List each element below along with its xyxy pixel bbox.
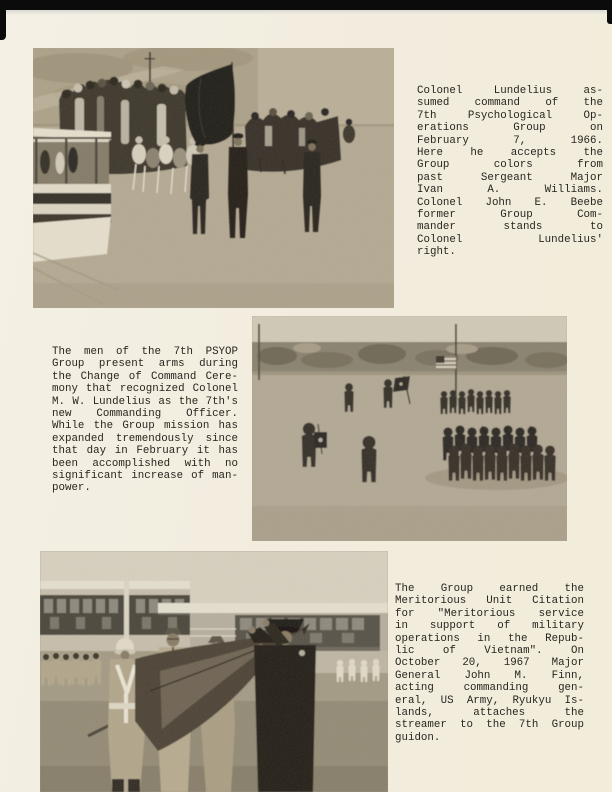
caption-line: erations Group on	[417, 122, 603, 135]
caption-line: Group colors from	[417, 159, 603, 172]
caption-line: past Sergeant Major	[417, 171, 603, 184]
caption-line: mony that recognized Colonel	[52, 383, 238, 396]
caption-line: in support of military	[395, 620, 584, 633]
caption-line: While the Group mission has	[52, 420, 238, 433]
caption-lundelius-assumes-command	[417, 85, 603, 259]
caption-line: right.	[417, 246, 456, 259]
caption-line: streamer to the 7th Group	[395, 719, 584, 732]
caption-line: been accomplished with no	[52, 457, 238, 470]
caption-line: acting commanding gen-	[395, 682, 584, 695]
caption-line: operations in the Repub-	[395, 632, 584, 645]
caption-line: Colonel Lundelius'	[417, 233, 603, 246]
caption-line: lands, attaches the	[395, 707, 584, 720]
caption-line: M. W. Lundelius as the 7th's	[52, 395, 238, 408]
guidon-streamer-image	[40, 551, 388, 792]
photo-troops-present-arms	[252, 316, 567, 541]
caption-line: for "Meritorious service	[395, 607, 584, 620]
photo-change-of-command-crowd	[33, 48, 394, 308]
caption-line: that day in February it has	[52, 445, 238, 458]
caption-psyop-group-present-arms	[52, 346, 238, 495]
caption-line: Meritorious Unit Citation	[395, 595, 584, 608]
scan-edge-top	[0, 0, 612, 10]
caption-meritorious-unit-citation	[395, 583, 584, 744]
caption-line: Group present arms during	[52, 358, 238, 371]
parade-field-image	[252, 316, 567, 541]
photo-streamer-attachment	[40, 551, 388, 792]
caption-line: The men of the 7th PSYOP	[52, 346, 238, 358]
caption-line: sumed command of the	[417, 97, 603, 110]
scan-edge-right	[607, 0, 612, 24]
caption-line: Here he accepts the	[417, 147, 603, 160]
caption-line: former Group Com-	[417, 209, 603, 222]
caption-line: power.	[52, 482, 91, 495]
caption-line: The Group earned the	[395, 583, 584, 595]
caption-line: the Change of Command Cere-	[52, 370, 238, 383]
caption-line: October 20, 1967 Major	[395, 657, 584, 670]
caption-line: mander stands to	[417, 221, 603, 234]
caption-line: guidon.	[395, 731, 441, 744]
caption-line: eral, US Army, Ryukyu Is-	[395, 694, 584, 707]
scan-edge-left	[0, 0, 6, 40]
caption-line: Ivan A. Williams.	[417, 184, 603, 197]
scan-edge-top-shadow	[0, 10, 612, 15]
caption-line: 7th Psychological Op-	[417, 109, 603, 122]
caption-line: expanded tremendously since	[52, 432, 238, 445]
caption-line: new Commanding Officer.	[52, 408, 238, 421]
caption-line: February 7, 1966.	[417, 134, 603, 147]
caption-line: significant increase of man-	[52, 470, 238, 483]
caption-line: General John M. Finn,	[395, 669, 584, 682]
ceremony-crowd-image	[33, 48, 394, 308]
caption-line: Colonel Lundelius as-	[417, 85, 603, 97]
caption-line: lic of Vietnam". On	[395, 645, 584, 658]
caption-line: Colonel John E. Beebe	[417, 196, 603, 209]
